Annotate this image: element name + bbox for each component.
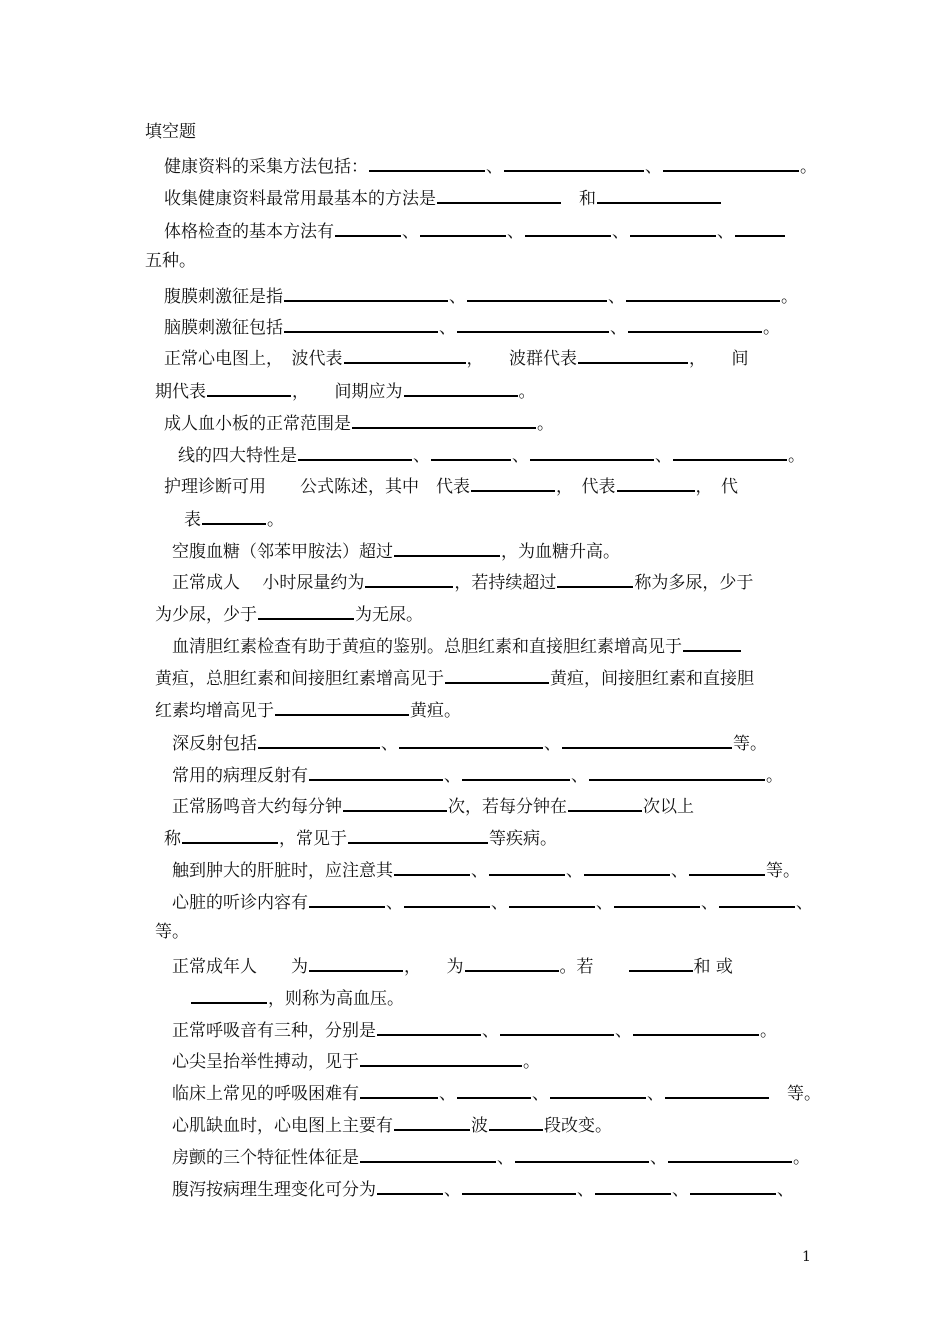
question-line: [164, 473, 738, 498]
answer-blank[interactable]: [284, 283, 448, 302]
question-text: 。: [267, 510, 284, 530]
question-text: 、: [507, 222, 524, 242]
question-text: 。: [763, 318, 780, 338]
question-text: 深反射包括: [172, 734, 257, 754]
answer-blank[interactable]: [360, 1144, 496, 1163]
question-text: 、: [608, 287, 625, 307]
question-text: 和: [562, 189, 596, 209]
question-text: 心肌缺血时，心电图上主要有: [172, 1116, 393, 1136]
question-text: 正常成人 小时尿量约为: [172, 573, 365, 593]
answer-blank[interactable]: [298, 442, 412, 461]
question-text: ，常见于: [279, 829, 347, 849]
answer-blank[interactable]: [394, 1112, 470, 1131]
answer-blank[interactable]: [309, 762, 443, 781]
answer-blank[interactable]: [584, 857, 670, 876]
answer-blank[interactable]: [377, 1176, 443, 1195]
question-line: [164, 283, 798, 308]
question-text: 、: [482, 1021, 499, 1041]
question-line: [172, 1017, 777, 1042]
answer-blank[interactable]: [467, 283, 607, 302]
answer-blank[interactable]: [689, 857, 765, 876]
question-line: [164, 153, 817, 178]
question-line: [155, 601, 423, 626]
answer-blank[interactable]: [597, 185, 721, 204]
question-text: 、: [439, 1084, 456, 1104]
question-text: 等。: [733, 734, 767, 754]
answer-blank[interactable]: [489, 857, 565, 876]
question-text: 、: [444, 1180, 461, 1200]
question-line: [155, 665, 754, 690]
question-text: ，若持续超过: [454, 573, 557, 593]
question-text: 空腹血糖（邻苯甲胺法）超过: [172, 542, 393, 562]
question-text: 、: [381, 734, 398, 754]
answer-blank[interactable]: [258, 601, 354, 620]
answer-blank[interactable]: [550, 1080, 646, 1099]
question-line: [172, 538, 620, 563]
question-text: 、: [439, 318, 456, 338]
question-line: [155, 378, 536, 403]
answer-blank[interactable]: [462, 762, 570, 781]
answer-blank[interactable]: [404, 378, 518, 397]
answer-blank[interactable]: [504, 153, 644, 172]
question-text: 成人血小板的正常范围是: [164, 414, 351, 434]
question-text: 五种。: [145, 251, 196, 271]
question-text: 黄疸，总胆红素和间接胆红素增高见于: [155, 669, 444, 689]
question-text: 红素均增高见于: [155, 701, 274, 721]
question-line: [172, 793, 694, 818]
question-text: 、: [645, 157, 662, 177]
question-line: [184, 506, 284, 531]
answer-blank[interactable]: [431, 442, 511, 461]
question-text: ， 代: [695, 477, 738, 497]
question-line: [172, 953, 733, 978]
question-text: 、: [671, 861, 688, 881]
answer-blank[interactable]: [394, 538, 500, 557]
question-line: [172, 1144, 810, 1169]
question-line: [190, 985, 404, 1010]
answer-blank[interactable]: [509, 889, 595, 908]
answer-blank[interactable]: [369, 153, 485, 172]
question-text: 、: [571, 766, 588, 786]
answer-blank[interactable]: [377, 1017, 481, 1036]
answer-blank[interactable]: [633, 1017, 759, 1036]
question-text: 、: [486, 157, 503, 177]
question-text: 。: [781, 287, 798, 307]
answer-blank[interactable]: [365, 569, 453, 588]
answer-blank[interactable]: [420, 218, 506, 237]
question-text: 、: [596, 893, 613, 913]
answer-blank[interactable]: [630, 218, 716, 237]
question-line: [172, 762, 783, 787]
question-line: [172, 1112, 612, 1137]
answer-blank[interactable]: [457, 314, 609, 333]
question-text: ，为血糖升高。: [501, 542, 620, 562]
question-line: [155, 921, 189, 943]
question-text: 腹膜刺激征是指: [164, 287, 283, 307]
question-text: 收集健康资料最常用最基本的方法是: [164, 189, 436, 209]
question-text: ， 代表: [556, 477, 616, 497]
question-text: 、: [449, 287, 466, 307]
question-text: 表: [184, 510, 201, 530]
question-text: 正常成年人 为: [172, 957, 308, 977]
answer-blank[interactable]: [360, 1080, 438, 1099]
answer-blank[interactable]: [465, 953, 559, 972]
question-text: 和 或: [693, 957, 733, 977]
question-text: 、: [796, 893, 813, 913]
question-line: [172, 857, 800, 882]
question-text: 、: [491, 893, 508, 913]
answer-blank[interactable]: [182, 825, 278, 844]
question-text: 脑膜刺激征包括: [164, 318, 283, 338]
answer-blank[interactable]: [668, 1144, 792, 1163]
question-text: 、: [577, 1180, 594, 1200]
question-line: [164, 185, 722, 210]
answer-blank[interactable]: [343, 793, 447, 812]
question-text: 、: [532, 1084, 549, 1104]
question-text: 等疾病。: [489, 829, 557, 849]
question-line: [145, 250, 196, 272]
question-text: ， 间期应为: [292, 382, 403, 402]
question-line: [155, 697, 461, 722]
answer-blank[interactable]: [471, 473, 555, 492]
question-text: ， 波群代表: [466, 349, 577, 369]
answer-blank[interactable]: [344, 345, 466, 364]
answer-blank[interactable]: [628, 314, 762, 333]
question-line: [172, 889, 813, 914]
answer-blank[interactable]: [462, 1176, 576, 1195]
answer-blank[interactable]: [489, 1112, 543, 1131]
question-text: 正常心电图上， 波代表: [164, 349, 343, 369]
question-text: 为少尿，少于: [155, 605, 257, 625]
answer-blank[interactable]: [348, 825, 488, 844]
question-text: 期代表: [155, 382, 206, 402]
answer-blank[interactable]: [309, 953, 403, 972]
answer-blank[interactable]: [399, 730, 543, 749]
answer-blank[interactable]: [663, 153, 799, 172]
question-text: 、: [672, 1180, 689, 1200]
question-line: [172, 1080, 821, 1105]
answer-blank[interactable]: [562, 730, 732, 749]
question-text: 、: [544, 734, 561, 754]
answer-blank[interactable]: [683, 633, 741, 652]
question-text: 体格检查的基本方法有: [164, 222, 334, 242]
question-text: 等。: [766, 861, 800, 881]
question-text: 腹泻按病理生理变化可分为: [172, 1180, 376, 1200]
answer-blank[interactable]: [629, 953, 693, 972]
question-text: 线的四大特性是: [178, 446, 297, 466]
question-text: 健康资料的采集方法包括：: [164, 157, 368, 177]
question-text: 。若: [559, 957, 628, 977]
answer-blank[interactable]: [589, 762, 765, 781]
question-line: [164, 218, 786, 243]
question-text: 房颤的三个特征性体征是: [172, 1148, 359, 1168]
page-number: 1: [802, 1249, 811, 1265]
question-text: 、: [497, 1148, 514, 1168]
answer-blank[interactable]: [614, 889, 700, 908]
answer-blank[interactable]: [515, 1144, 649, 1163]
answer-blank[interactable]: [335, 218, 401, 237]
question-line: [164, 825, 557, 850]
question-line: [164, 314, 780, 339]
answer-blank[interactable]: [394, 857, 470, 876]
answer-blank[interactable]: [665, 1080, 769, 1099]
answer-blank[interactable]: [719, 889, 795, 908]
question-text: 。: [760, 1021, 777, 1041]
answer-blank[interactable]: [404, 889, 490, 908]
question-text: 血清胆红素检查有助于黄疸的鉴别。总胆红素和直接胆红素增高见于: [172, 637, 682, 657]
question-text: 护理诊断可用 公式陈述，其中 代表: [164, 477, 470, 497]
answer-blank[interactable]: [437, 185, 561, 204]
answer-blank[interactable]: [445, 665, 549, 684]
question-text: 触到肿大的肝脏时，应注意其: [172, 861, 393, 881]
answer-blank[interactable]: [352, 410, 536, 429]
question-text: 、: [444, 766, 461, 786]
answer-blank[interactable]: [191, 985, 267, 1004]
question-text: 、: [647, 1084, 664, 1104]
answer-blank[interactable]: [275, 697, 409, 716]
question-text: 、: [386, 893, 403, 913]
section-title: 填空题: [145, 122, 196, 142]
question-text: ， 间: [689, 349, 749, 369]
question-text: 为无尿。: [355, 605, 423, 625]
question-text: 心尖呈抬举性搏动，见于: [172, 1052, 359, 1072]
answer-blank[interactable]: [530, 442, 654, 461]
question-text: 、: [413, 446, 430, 466]
question-text: 次以上: [643, 797, 694, 817]
answer-blank[interactable]: [457, 1080, 531, 1099]
question-text: 段改变。: [544, 1116, 612, 1136]
question-text: 、: [655, 446, 672, 466]
answer-blank[interactable]: [578, 345, 688, 364]
question-text: 。: [800, 157, 817, 177]
question-text: 。: [537, 414, 554, 434]
question-line: [172, 569, 753, 594]
question-line: [172, 730, 767, 755]
answer-blank[interactable]: [617, 473, 695, 492]
question-text: 、: [566, 861, 583, 881]
question-text: 。: [766, 766, 783, 786]
answer-blank[interactable]: [673, 442, 787, 461]
answer-blank[interactable]: [202, 506, 266, 525]
question-text: 正常肠鸣音大约每分钟: [172, 797, 342, 817]
question-text: 临床上常见的呼吸困难有: [172, 1084, 359, 1104]
question-text: 、: [610, 318, 627, 338]
question-text: 黄疸。: [410, 701, 461, 721]
question-text: 称: [164, 829, 181, 849]
answer-blank[interactable]: [207, 378, 291, 397]
answer-blank[interactable]: [595, 1176, 671, 1195]
question-text: 、: [471, 861, 488, 881]
question-text: 。: [518, 382, 536, 402]
question-text: 波: [471, 1116, 488, 1136]
answer-blank[interactable]: [258, 730, 380, 749]
question-line: [178, 442, 805, 467]
question-text: 称为多尿，少于: [634, 573, 754, 593]
answer-blank[interactable]: [557, 569, 633, 588]
question-text: 、: [612, 222, 629, 242]
answer-blank[interactable]: [525, 218, 611, 237]
question-text: 、: [717, 222, 734, 242]
question-text: 、: [402, 222, 419, 242]
answer-blank[interactable]: [500, 1017, 614, 1036]
question-line: [172, 633, 742, 658]
answer-blank[interactable]: [284, 314, 438, 333]
question-line: [172, 1048, 540, 1073]
question-text: 等。: [770, 1084, 821, 1104]
answer-blank[interactable]: [735, 218, 785, 237]
question-text: ， 为: [404, 957, 464, 977]
question-line: [164, 410, 554, 435]
question-text: 、: [512, 446, 529, 466]
question-text: 、: [777, 1180, 794, 1200]
answer-blank[interactable]: [309, 889, 385, 908]
question-text: 。: [788, 446, 805, 466]
question-text: 黄疸，间接胆红素和直接胆: [550, 669, 754, 689]
answer-blank[interactable]: [626, 283, 780, 302]
answer-blank[interactable]: [568, 793, 642, 812]
question-text: ，则称为高血压。: [268, 989, 404, 1009]
question-text: 等。: [155, 922, 189, 942]
question-text: 、: [615, 1021, 632, 1041]
question-line: [164, 345, 749, 370]
question-text: 。: [793, 1148, 810, 1168]
question-line: [172, 1176, 794, 1201]
question-text: 次，若每分钟在: [448, 797, 567, 817]
question-text: 常用的病理反射有: [172, 766, 308, 786]
question-text: 正常呼吸音有三种，分别是: [172, 1021, 376, 1041]
answer-blank[interactable]: [360, 1048, 522, 1067]
answer-blank[interactable]: [690, 1176, 776, 1195]
question-text: 、: [701, 893, 718, 913]
question-text: 心脏的听诊内容有: [172, 893, 308, 913]
question-text: 、: [650, 1148, 667, 1168]
question-text: 。: [523, 1052, 540, 1072]
